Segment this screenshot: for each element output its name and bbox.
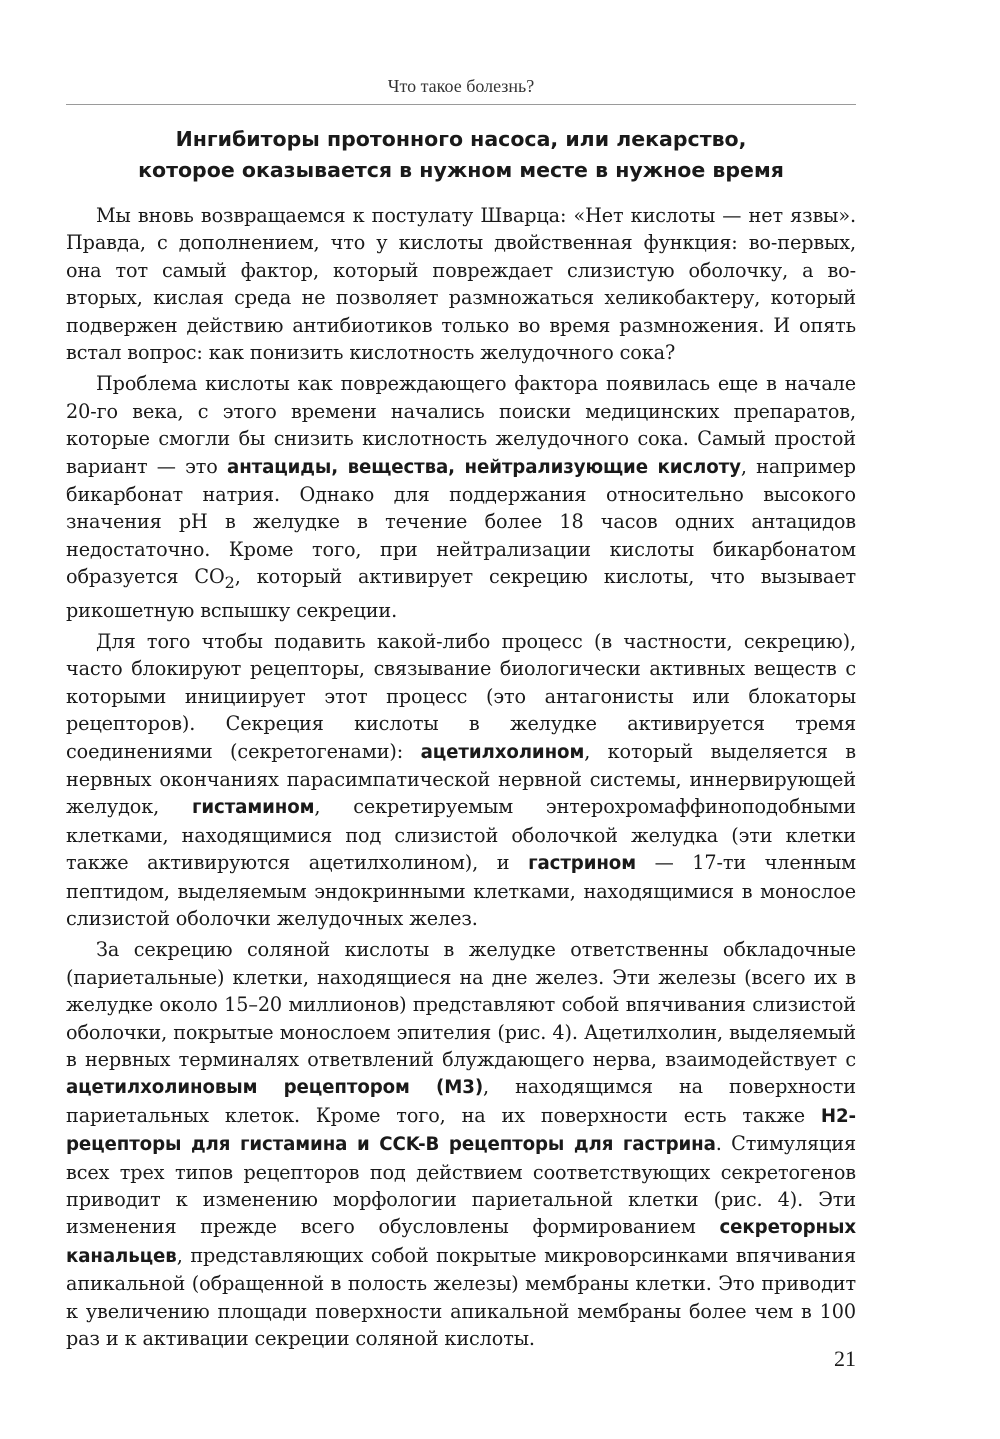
term-h2-cckb-receptors: H2-рецепторы для гистамина и CCK-B рецепторы для гастрина xyxy=(66,1105,856,1156)
header-divider xyxy=(66,104,856,105)
body-text xyxy=(66,202,856,1356)
page-number: 21 xyxy=(834,1346,856,1371)
section-title-line-1: Ингибиторы протонного насоса, или лекарство, xyxy=(175,127,747,151)
paragraph-4-text-4: , представляющих собой покрытые микроворсинками впячивания апикальной (обращенной в полость железы) мембраны клетки. Это приводит к увеличению площади поверхности апикальной мембраны более чем в 100 раз и к активации секреции соляной кислоты. xyxy=(66,1243,856,1351)
term-histamine: гистамином xyxy=(191,797,315,819)
paragraph-3-text-4: — 17-ти членным пептидом, выделяемым эндокринными клетками, находящимися в монослое слизистой оболочки желудочных желез. xyxy=(66,851,856,930)
paragraph-3 xyxy=(66,628,856,932)
term-gastrin: гастрином xyxy=(528,853,636,875)
term-antacids: антациды, вещества, нейтрализующие кислоту xyxy=(227,456,741,478)
co2-subscript: 2 xyxy=(224,573,235,593)
running-header: Что такое болезнь? xyxy=(387,76,535,96)
term-m3-receptor: ацетилхолиновым рецептором (М3) xyxy=(66,1077,484,1099)
paragraph-1 xyxy=(66,202,856,366)
term-acetylcholine: ацетилхолином xyxy=(420,741,585,763)
paragraph-1-text: Мы вновь возвращаемся к постулату Шварца: «Нет кислоты — нет язвы». Правда, с дополнением, что у кислоты двойственная функция: во-первых, она тот самый фактор, который повреждает слизистую оболочку, а во-вторых, кислая среда не позволяет размножаться хеликобактеру, который подвержен действию антибиотиков только во время размножения. И опять встал вопрос: как понизить кислотность желудочного сока? xyxy=(66,204,856,365)
section-title xyxy=(66,124,856,186)
paragraph-2-text-2: , например бикарбонат натрия. Однако для поддержания относительно высокого значения pH в желудке в течение более 18 часов одних антацидов недостаточно. Кроме того, при нейтрализации кислоты бикарбонатом образуется CO xyxy=(66,454,856,589)
paragraph-4 xyxy=(66,936,856,1352)
paragraph-3-text-3: , секретируемым энтерохромаффиноподобными клетками, находящимися под слизистой оболочкой желудка (эти клетки также активируются ацетилхолином), и xyxy=(66,795,856,875)
section-title-line-2: которое оказывается в нужном месте в нужное время xyxy=(138,158,784,182)
paragraph-3-text-2: , который выделяется в нервных окончаниях парасимпатической нервной системы, иннервирующей желудок, xyxy=(66,739,856,819)
term-secretory-canaliculi: секреторных канальцев xyxy=(66,1217,856,1267)
paragraph-4-text-2: , находящимся на поверхности париетальных клеток. Кроме того, на их поверхности есть также xyxy=(66,1075,856,1127)
paragraph-3-text-1: Для того чтобы подавить какой-либо процесс (в частности, секрецию), часто блокируют рецепторы, связывание биологически активных веществ с которыми инициирует этот процесс (это антагонисты или блокаторы рецепторов). Секреция кислоты в желудке активируется тремя соединениями (секретогенами): xyxy=(66,629,856,763)
paragraph-4-text-1: За секрецию соляной кислоты в желудке ответственны обкладочные (париетальные) клетки, находящиеся на дне желез. Эти железы (всего их в желудке около 15–20 миллионов) представляют собой впячивания слизистой оболочки, покрытые монослоем эпителия (рис. 4). Ацетилхолин, выделяемый в нервных терминалях ответвлений блуждающего нерва, взаимодействует с xyxy=(66,938,856,1072)
paragraph-2-text-3: , который активирует секрецию кислоты, что вызывает рикошетную вспышку секреции. xyxy=(66,565,856,622)
paragraph-2 xyxy=(66,370,856,623)
paragraph-4-text-3: . Стимуляция всех трех типов рецепторов под действием соответствующих секретогенов приводит к изменению морфологии париетальной клетки (рис. 4). Эти изменения прежде всего обусловлены формированием xyxy=(66,1132,856,1239)
paragraph-2-text-1: Проблема кислоты как повреждающего фактора появилась еще в начале 20-го века, с этого времени начались поиски медицинских препаратов, которые смогли бы снизить кислотность желудочного сока. Самый простой вариант — это xyxy=(66,372,856,478)
